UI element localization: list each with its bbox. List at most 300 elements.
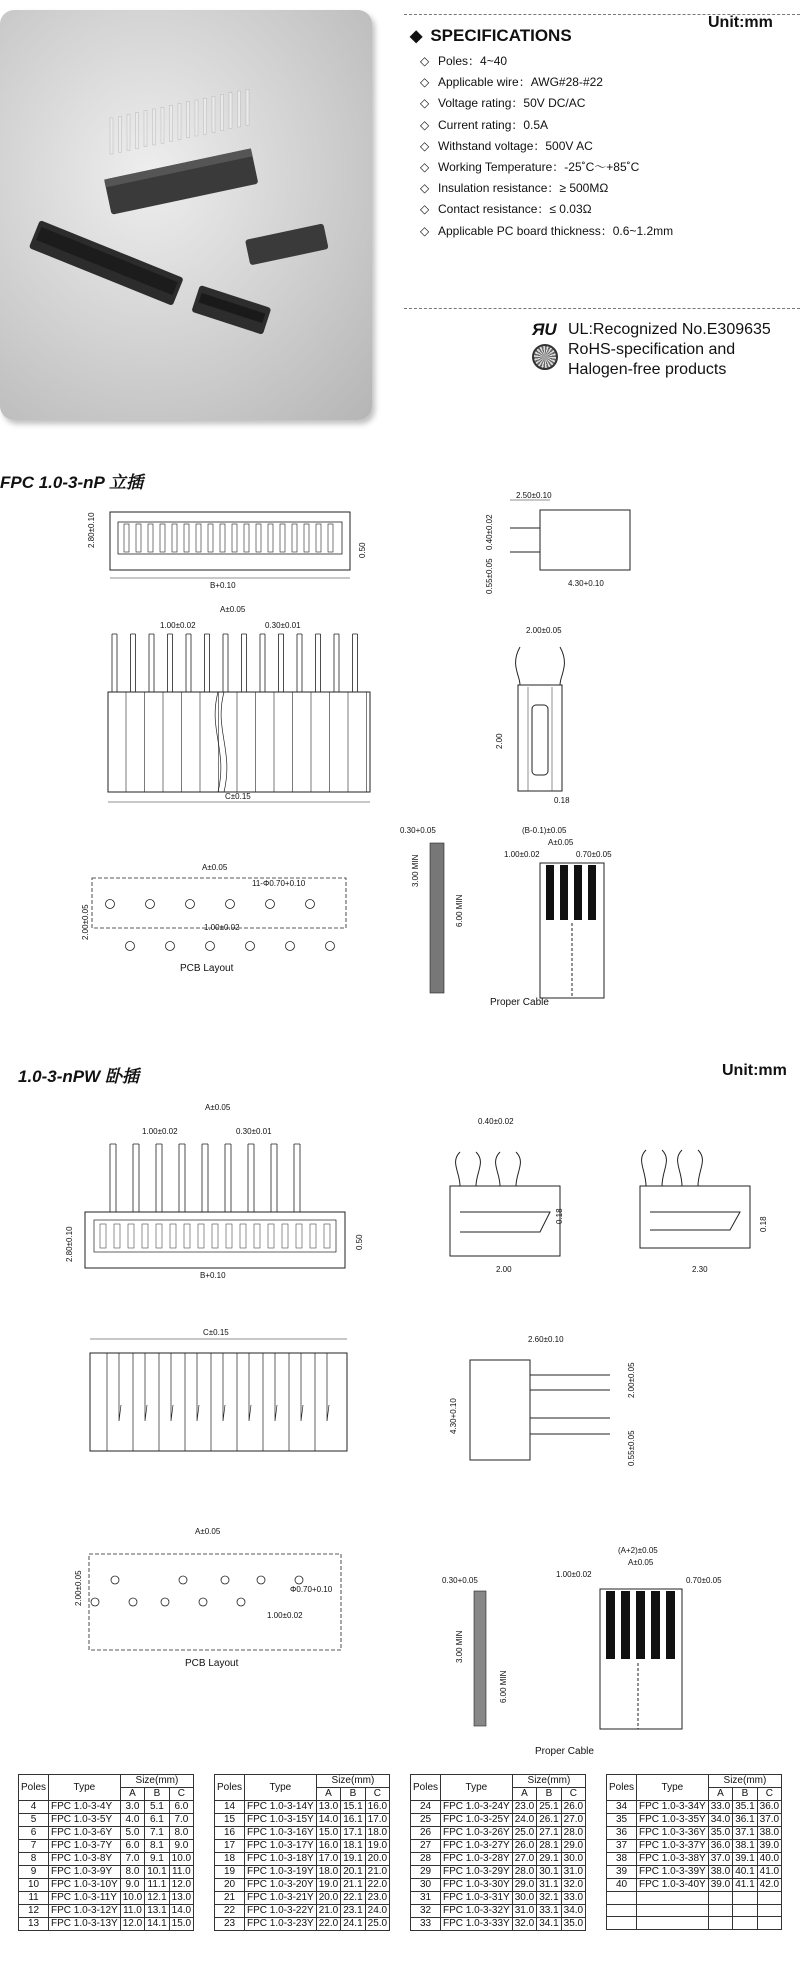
contact-slot	[296, 1224, 302, 1248]
contact-slot	[328, 524, 333, 552]
h-rear-g1-dim: 2.00±0.05	[627, 1362, 636, 1398]
conductor-strip	[588, 865, 596, 920]
contact-slot	[212, 1224, 218, 1248]
table-cell: 12.0	[169, 1879, 193, 1892]
table-cell: 20.0	[365, 1853, 389, 1866]
col-size-sub: A	[708, 1788, 732, 1801]
h-pcb-layout-svg	[74, 1524, 355, 1654]
side-h2-dim: 0.55±0.05	[485, 558, 494, 594]
table-cell: 20	[215, 1879, 245, 1892]
contact-slot	[244, 524, 249, 552]
table-cell: 41.0	[757, 1866, 781, 1879]
side-view-drawing	[470, 490, 650, 600]
table-cell: 15.0	[316, 1827, 340, 1840]
housing-slot	[107, 1353, 121, 1451]
table-cell: 39.1	[733, 1853, 757, 1866]
table-cell: 10.1	[145, 1866, 169, 1879]
table-cell: 6.0	[120, 1840, 144, 1853]
h-cable-pitch-dim: 1.00±0.02	[556, 1570, 592, 1579]
table-cell: 36.0	[708, 1840, 732, 1853]
section2-unit: Unit:mm	[722, 1062, 787, 1079]
table-cell: 23.0	[365, 1892, 389, 1905]
table-row	[19, 1853, 194, 1866]
table-row	[215, 1853, 390, 1866]
conductor-strip	[636, 1591, 645, 1659]
housing-slot	[133, 1353, 147, 1451]
terminal-pin	[242, 634, 247, 692]
top-divider	[404, 14, 800, 15]
unit-label: Unit:mm	[708, 14, 773, 31]
contact-slot	[170, 1224, 176, 1248]
cable-b-dim: (B-0.1)±0.05	[522, 826, 567, 835]
terminal-pin	[223, 634, 228, 692]
table-row	[607, 1853, 782, 1866]
terminal-pin	[131, 634, 136, 692]
table-cell: 33.0	[708, 1801, 732, 1814]
h-pin-dim: 0.30±0.01	[236, 1127, 272, 1136]
table-cell: 10.0	[169, 1853, 193, 1866]
contact-slot	[160, 524, 165, 552]
diamond-outline-icon: ◇	[420, 75, 430, 90]
col-poles: Poles	[215, 1775, 245, 1801]
h-cable-b-dim: (A+2)±0.05	[618, 1546, 658, 1555]
table-cell: 26.0	[512, 1840, 536, 1853]
table-cell	[708, 1892, 732, 1905]
side-length-dim: 4.30+0.10	[568, 579, 604, 588]
contact-slot	[232, 524, 237, 552]
col-size-sub: A	[120, 1788, 144, 1801]
rohs-seal-icon	[532, 344, 558, 370]
table-cell: 36	[607, 1827, 637, 1840]
table-row	[411, 1827, 586, 1840]
table-row	[19, 1905, 194, 1918]
table-row	[215, 1918, 390, 1931]
table-cell: FPC 1.0-3-18Y	[245, 1853, 317, 1866]
table-cell: 7.1	[145, 1827, 169, 1840]
pcb-hole	[221, 1576, 229, 1584]
table-cell: 39.0	[708, 1879, 732, 1892]
contact-slot	[128, 1224, 134, 1248]
table-cell: 33.1	[537, 1905, 561, 1918]
table-cell	[757, 1892, 781, 1905]
spec-item: ◇ Contact resistance：≤ 0.03Ω	[420, 199, 673, 220]
contact-slot	[282, 1224, 288, 1248]
side-width-dim: 2.50±0.10	[516, 491, 552, 500]
table-cell: FPC 1.0-3-27Y	[441, 1840, 513, 1853]
table-cell: 39	[607, 1866, 637, 1879]
table-cell: 24.1	[341, 1918, 365, 1931]
table-cell: 12.1	[145, 1892, 169, 1905]
table-cell: FPC 1.0-3-10Y	[49, 1879, 121, 1892]
table-cell: 5	[19, 1814, 49, 1827]
pcb-hole	[326, 942, 335, 951]
table-cell: 17.0	[316, 1853, 340, 1866]
table-cell: FPC 1.0-3-20Y	[245, 1879, 317, 1892]
connector-pin	[170, 105, 173, 141]
col-size: Size(mm)	[708, 1775, 781, 1788]
table-cell: 24	[411, 1801, 441, 1814]
h-cable-a-dim: A±0.05	[628, 1558, 654, 1567]
h-pcb-pitch-dim: 1.00±0.02	[267, 1611, 303, 1620]
contact-slot	[114, 1224, 120, 1248]
table-cell: 16.0	[316, 1840, 340, 1853]
table-cell: 15.1	[341, 1801, 365, 1814]
side-view-svg	[470, 490, 650, 600]
table-cell: 13	[19, 1918, 49, 1931]
h-side-thickness-dim: 0.18	[555, 1208, 564, 1224]
diamond-outline-icon: ◇	[420, 159, 430, 174]
terminal-pin	[149, 634, 154, 692]
col-size-sub: A	[316, 1788, 340, 1801]
terminal-pin	[112, 634, 117, 692]
table-cell: 11	[19, 1892, 49, 1905]
terminal-pin	[334, 634, 339, 692]
table-cell: 17.1	[341, 1827, 365, 1840]
table-cell: FPC 1.0-3-30Y	[441, 1879, 513, 1892]
table-cell: 11.0	[169, 1866, 193, 1879]
table-cell: FPC 1.0-3-11Y	[49, 1892, 121, 1905]
table-row	[411, 1918, 586, 1931]
c-dimension: C±0.15	[225, 792, 251, 801]
table-cell: 19	[215, 1866, 245, 1879]
table-cell: FPC 1.0-3-26Y	[441, 1827, 513, 1840]
connector-pin	[238, 91, 241, 127]
table-row	[411, 1814, 586, 1827]
contact-slot	[310, 1224, 316, 1248]
contact-slot	[184, 524, 189, 552]
contact-slot	[198, 1224, 204, 1248]
table-row	[411, 1801, 586, 1814]
col-size-sub: A	[512, 1788, 536, 1801]
table-cell: 32	[411, 1905, 441, 1918]
spec-item: ◇ Current rating：0.5A	[420, 115, 673, 136]
pcb-hole	[166, 942, 175, 951]
table-cell: 19.1	[341, 1853, 365, 1866]
spec-item: ◇ Working Temperature：-25˚C～+85˚C	[420, 157, 673, 178]
table-cell: FPC 1.0-3-6Y	[49, 1827, 121, 1840]
table-cell: 30.0	[561, 1853, 585, 1866]
height-dimension: 2.80±0.10	[87, 512, 96, 548]
ul-recognized-text: UL:Recognized No.E309635	[568, 321, 771, 338]
table-cell: 16	[215, 1827, 245, 1840]
table-cell: 40	[607, 1879, 637, 1892]
table-cell: 33.0	[561, 1892, 585, 1905]
connector-pin	[153, 109, 156, 145]
horizontal-top-svg	[65, 1100, 380, 1280]
table-cell: 35	[607, 1814, 637, 1827]
col-poles: Poles	[19, 1775, 49, 1801]
contact-slot	[316, 524, 321, 552]
table-row	[19, 1918, 194, 1931]
col-type: Type	[245, 1775, 317, 1801]
table-cell: FPC 1.0-3-33Y	[441, 1918, 513, 1931]
col-size-sub: C	[365, 1788, 389, 1801]
terminal-pin	[205, 634, 210, 692]
table-cell: 25	[411, 1814, 441, 1827]
table-row	[411, 1879, 586, 1892]
diamond-icon: ◆	[410, 28, 423, 45]
h-cable-thickness-dim: 0.30+0.05	[442, 1576, 478, 1585]
table-cell	[637, 1892, 709, 1905]
pcb-hole	[286, 942, 295, 951]
table-cell	[607, 1917, 637, 1930]
diamond-outline-icon: ◇	[420, 54, 430, 68]
table-cell: 29.0	[512, 1879, 536, 1892]
table-cell: FPC 1.0-3-32Y	[441, 1905, 513, 1918]
terminal-pin	[186, 634, 191, 692]
contact-slot	[136, 524, 141, 552]
table-cell: 5.0	[120, 1827, 144, 1840]
contact-slot	[220, 524, 225, 552]
col-size-sub: C	[561, 1788, 585, 1801]
contact-slot	[240, 1224, 246, 1248]
table-cell: 23	[215, 1918, 245, 1931]
cross-section-svg	[490, 625, 600, 805]
horizontal-side-svg-2	[636, 1140, 776, 1285]
table-cell: 9.0	[120, 1879, 144, 1892]
col-size-sub: B	[145, 1788, 169, 1801]
h-cable-drawing	[438, 1543, 738, 1733]
section2-title: 1.0-3-nPW 卧插	[18, 1067, 139, 1086]
terminal-pin	[156, 1144, 162, 1212]
table-cell	[733, 1917, 757, 1930]
table-cell: 25.0	[365, 1918, 389, 1931]
spec-item: ◇ Applicable wire：AWG#28-#22	[420, 72, 673, 93]
table-cell: 38.0	[757, 1827, 781, 1840]
col-size-sub: C	[169, 1788, 193, 1801]
cable-w-dim: 0.70±0.05	[576, 850, 612, 859]
b-dimension: B+0.10	[210, 581, 236, 590]
contact-slot	[268, 524, 273, 552]
table-cell: 18.1	[341, 1840, 365, 1853]
connector-pin	[136, 113, 139, 149]
table-cell: 9.0	[169, 1840, 193, 1853]
col-size-sub: C	[757, 1788, 781, 1801]
horizontal-rear-svg	[440, 1330, 640, 1470]
table-cell: FPC 1.0-3-35Y	[637, 1814, 709, 1827]
diamond-outline-icon: ◇	[420, 202, 430, 217]
h-pitch-dim: 1.00±0.02	[142, 1127, 178, 1136]
contact-slot	[324, 1224, 330, 1248]
table-cell: FPC 1.0-3-37Y	[637, 1840, 709, 1853]
connector-pin	[204, 98, 207, 134]
col-size: Size(mm)	[512, 1775, 585, 1788]
table-cell: 18	[215, 1853, 245, 1866]
horizontal-side-drawing-1	[440, 1112, 570, 1287]
contact-slot	[172, 524, 177, 552]
col-size-sub: B	[537, 1788, 561, 1801]
h-cable-svg	[438, 1543, 738, 1733]
table-cell: 25.0	[512, 1827, 536, 1840]
diamond-outline-icon: ◇	[420, 138, 430, 153]
spec-item: ◇ Insulation resistance：≥ 500MΩ	[420, 178, 673, 199]
table-cell: 36.1	[733, 1814, 757, 1827]
table-row	[607, 1879, 782, 1892]
cross-section-drawing	[490, 625, 600, 805]
table-cell: 27.0	[561, 1814, 585, 1827]
table-cell: FPC 1.0-3-15Y	[245, 1814, 317, 1827]
table-cell: FPC 1.0-3-5Y	[49, 1814, 121, 1827]
table-cell: 28.1	[537, 1840, 561, 1853]
diamond-outline-icon: ◇	[420, 96, 430, 111]
table-cell: FPC 1.0-3-17Y	[245, 1840, 317, 1853]
contact-slot	[196, 524, 201, 552]
pcb-hole	[129, 1598, 137, 1606]
table-cell: 31	[411, 1892, 441, 1905]
table-cell: 35.0	[708, 1827, 732, 1840]
terminal-pin	[279, 634, 284, 692]
table-row	[19, 1840, 194, 1853]
conductor-strip	[621, 1591, 630, 1659]
contact-slot	[142, 1224, 148, 1248]
table-row	[19, 1814, 194, 1827]
spec-list	[420, 51, 673, 242]
table-cell: 35.1	[733, 1801, 757, 1814]
table-cell: 9	[19, 1866, 49, 1879]
table-row	[607, 1814, 782, 1827]
table-cell: 29.0	[561, 1840, 585, 1853]
horizontal-side-svg-1	[440, 1112, 570, 1287]
col-type: Type	[637, 1775, 709, 1801]
conductor-strip	[574, 865, 582, 920]
table-cell: FPC 1.0-3-24Y	[441, 1801, 513, 1814]
table-cell: 7.0	[169, 1814, 193, 1827]
table-cell: 21.1	[341, 1879, 365, 1892]
terminal-pin	[271, 1144, 277, 1212]
section1-title: FPC 1.0-3-nP 立插	[0, 473, 143, 492]
table-row	[411, 1905, 586, 1918]
table-row	[215, 1905, 390, 1918]
table-cell	[637, 1904, 709, 1917]
table-cell	[733, 1892, 757, 1905]
pcb-hole	[186, 900, 195, 909]
table-cell: 32.0	[512, 1918, 536, 1931]
table-cell: 15	[215, 1814, 245, 1827]
table-cell: 34.1	[537, 1918, 561, 1931]
terminal-pin	[133, 1144, 139, 1212]
contact-slot	[124, 524, 129, 552]
spec-divider	[404, 308, 800, 309]
table-cell: 6	[19, 1827, 49, 1840]
table-row	[19, 1879, 194, 1892]
pcb-h-dim: 2.00±0.05	[81, 904, 90, 940]
pcb-hole	[306, 900, 315, 909]
table-cell: 37.0	[708, 1853, 732, 1866]
table-cell: 20.0	[316, 1892, 340, 1905]
housing-slot	[185, 1353, 199, 1451]
connector-pin	[195, 100, 198, 136]
halogen-free-text: Halogen-free products	[568, 361, 727, 378]
pcb-a-dim: A±0.05	[202, 863, 228, 872]
contact-slot	[208, 524, 213, 552]
pcb-hole	[295, 1576, 303, 1584]
pcb-hole	[246, 942, 255, 951]
table-cell: 42.0	[757, 1879, 781, 1892]
h-cable-w-dim: 0.70±0.05	[686, 1576, 722, 1585]
table-row	[215, 1801, 390, 1814]
h-side-w1-dim: 2.00	[496, 1265, 512, 1274]
section-thickness-dim: 0.18	[554, 796, 570, 805]
table-row	[215, 1866, 390, 1879]
table-cell: 28.0	[512, 1866, 536, 1879]
table-row	[19, 1866, 194, 1879]
table-cell: 16.1	[341, 1814, 365, 1827]
terminal-pin	[260, 634, 265, 692]
h-side2-thickness-dim: 0.18	[759, 1216, 768, 1232]
table-cell: 8.0	[169, 1827, 193, 1840]
table-cell: 27.1	[537, 1827, 561, 1840]
terminal-pin	[179, 1144, 185, 1212]
pcb-hole	[266, 900, 275, 909]
table-cell	[607, 1892, 637, 1905]
table-cell: 38.1	[733, 1840, 757, 1853]
table-row	[215, 1879, 390, 1892]
housing-slot	[289, 1353, 303, 1451]
table-cell: 37.1	[733, 1827, 757, 1840]
table-row	[411, 1892, 586, 1905]
h-pcb-hole-dim: Φ0.70+0.10	[290, 1585, 333, 1594]
pcb-hole	[179, 1576, 187, 1584]
table-cell: 8	[19, 1853, 49, 1866]
table-cell: 29	[411, 1866, 441, 1879]
conductor-strip	[606, 1591, 615, 1659]
table-cell: FPC 1.0-3-19Y	[245, 1866, 317, 1879]
table-cell: 23.1	[341, 1905, 365, 1918]
table-cell: 32.0	[561, 1879, 585, 1892]
spec-heading: ◆ SPECIFICATIONS	[410, 26, 572, 45]
table-cell: FPC 1.0-3-40Y	[637, 1879, 709, 1892]
table-cell: 28.0	[561, 1827, 585, 1840]
table-cell: 4	[19, 1801, 49, 1814]
table-cell: 33	[411, 1918, 441, 1931]
contact-slot	[156, 1224, 162, 1248]
h-pcb-layout-drawing	[74, 1524, 355, 1654]
col-poles: Poles	[607, 1775, 637, 1801]
rohs-text: RoHS-specification and	[568, 341, 736, 358]
horizontal-rear-drawing	[440, 1330, 640, 1470]
h-rear-w-dim: 2.60±0.10	[528, 1335, 564, 1344]
size-table	[214, 1774, 390, 1931]
table-cell: 23.0	[512, 1801, 536, 1814]
table-cell: 29.1	[537, 1853, 561, 1866]
h-cable-min-dim: 3.00 MIN	[455, 1630, 464, 1663]
cable-a-dim: A±0.05	[548, 838, 574, 847]
table-cell: 22.0	[316, 1918, 340, 1931]
table-row	[607, 1840, 782, 1853]
table-cell: 6.1	[145, 1814, 169, 1827]
col-size-sub: B	[733, 1788, 757, 1801]
table-cell: FPC 1.0-3-39Y	[637, 1866, 709, 1879]
connector-photos	[0, 10, 372, 420]
table-cell: 21.0	[365, 1866, 389, 1879]
connector-pin	[119, 116, 122, 152]
table-cell: 38.0	[708, 1866, 732, 1879]
table-cell: 41.1	[733, 1879, 757, 1892]
table-cell	[708, 1904, 732, 1917]
col-size: Size(mm)	[120, 1775, 193, 1788]
table-cell: FPC 1.0-3-23Y	[245, 1918, 317, 1931]
table-cell: 8.0	[120, 1866, 144, 1879]
table-cell: 13.0	[316, 1801, 340, 1814]
cert-text	[568, 320, 771, 380]
table-cell: FPC 1.0-3-4Y	[49, 1801, 121, 1814]
table-row	[607, 1801, 782, 1814]
size-table	[410, 1774, 586, 1931]
size-table	[606, 1774, 782, 1930]
pcb-pitch-dim: 1.00±0.02	[204, 923, 240, 932]
table-cell: FPC 1.0-3-31Y	[441, 1892, 513, 1905]
connector-pin	[110, 118, 113, 154]
